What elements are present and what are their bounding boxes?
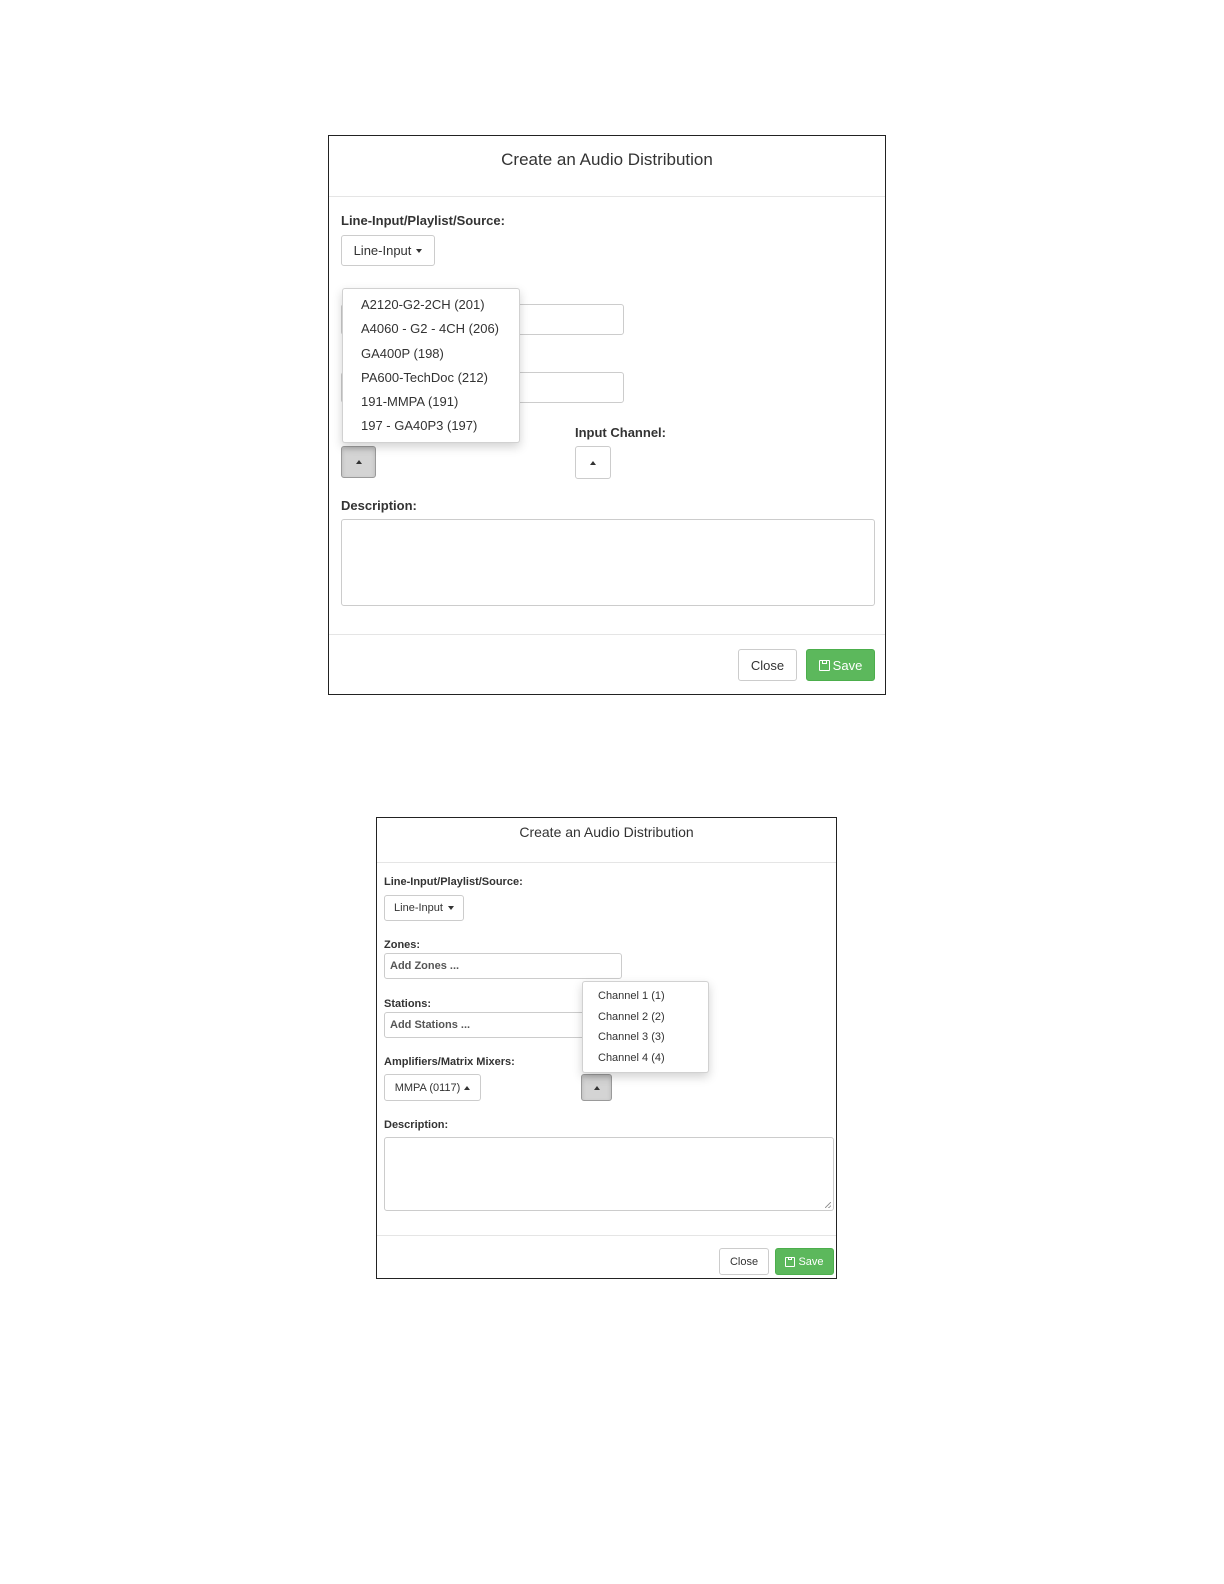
save-label: Save [798, 1255, 824, 1268]
menu-item[interactable]: GA400P (198) [361, 345, 444, 361]
input-channel-dropdown-toggle[interactable] [581, 1074, 612, 1101]
menu-item[interactable]: A2120-G2-2CH (201) [361, 297, 485, 312]
description-label: Description: [341, 498, 417, 513]
amplifier-value: MMPA (0117) [394, 1081, 461, 1094]
menu-item[interactable]: A4060 - G2 - 4CH (206) [361, 321, 500, 337]
close-button[interactable]: Close [738, 649, 797, 681]
channel-dropdown-menu [582, 981, 709, 1073]
amplifier-dropdown-toggle[interactable] [341, 446, 376, 478]
close-button[interactable]: Close [719, 1248, 769, 1275]
menu-item[interactable]: PA600-TechDoc (212) [361, 369, 488, 385]
amplifier-dropdown-menu [342, 288, 520, 443]
source-value: Line-Input [353, 243, 412, 258]
menu-item[interactable]: Channel 2 (2) [598, 1010, 665, 1023]
menu-item[interactable]: 191-MMPA (191) [361, 394, 459, 410]
zones-input[interactable]: Add Zones ... [384, 953, 622, 979]
dialog-title: Create an Audio Distribution [519, 824, 694, 840]
dialog-title: Create an Audio Distribution [501, 150, 713, 169]
source-value: Line-Input [394, 902, 443, 914]
source-label: Line-Input/Playlist/Source: [384, 876, 523, 888]
zones-label: Zones: [384, 939, 421, 951]
footer-divider [329, 634, 885, 635]
footer-divider [377, 1235, 836, 1236]
header-divider [377, 862, 836, 863]
input-channel-dropdown[interactable] [575, 446, 611, 479]
description-textarea[interactable] [341, 519, 875, 606]
audio-distribution-dialog-1 [328, 135, 886, 695]
save-button[interactable] [775, 1248, 834, 1275]
save-button[interactable] [806, 649, 875, 681]
amplifier-dropdown[interactable] [384, 1074, 481, 1101]
input-channel-label: Input Channel: [575, 425, 666, 440]
description-textarea[interactable] [384, 1137, 834, 1211]
source-label: Line-Input/Playlist/Source: [341, 213, 505, 228]
menu-item[interactable]: Channel 4 (4) [598, 1052, 665, 1065]
floppy-disk-icon [785, 1257, 795, 1267]
chevron-down-icon [416, 249, 422, 253]
menu-item[interactable]: Channel 3 (3) [598, 1031, 665, 1044]
save-label: Save [832, 657, 863, 673]
floppy-disk-icon [819, 660, 830, 671]
chevron-up-icon [464, 1086, 470, 1090]
chevron-up-icon [594, 1086, 600, 1090]
description-label: Description: [384, 1119, 449, 1131]
menu-item[interactable]: Channel 1 (1) [598, 990, 665, 1002]
header-divider [329, 196, 885, 197]
resize-handle-icon[interactable] [825, 1202, 831, 1208]
source-dropdown[interactable] [384, 895, 464, 921]
amplifiers-label: Amplifiers/Matrix Mixers: [384, 1056, 515, 1068]
chevron-up-icon [356, 460, 362, 464]
stations-label: Stations: [384, 998, 432, 1010]
source-dropdown[interactable] [341, 235, 435, 266]
chevron-up-icon [590, 461, 596, 465]
audio-distribution-dialog-2 [376, 817, 837, 1279]
chevron-down-icon [448, 906, 454, 910]
menu-item[interactable]: 197 - GA40P3 (197) [361, 418, 478, 434]
stations-input[interactable]: Add Stations ... [384, 1012, 622, 1038]
